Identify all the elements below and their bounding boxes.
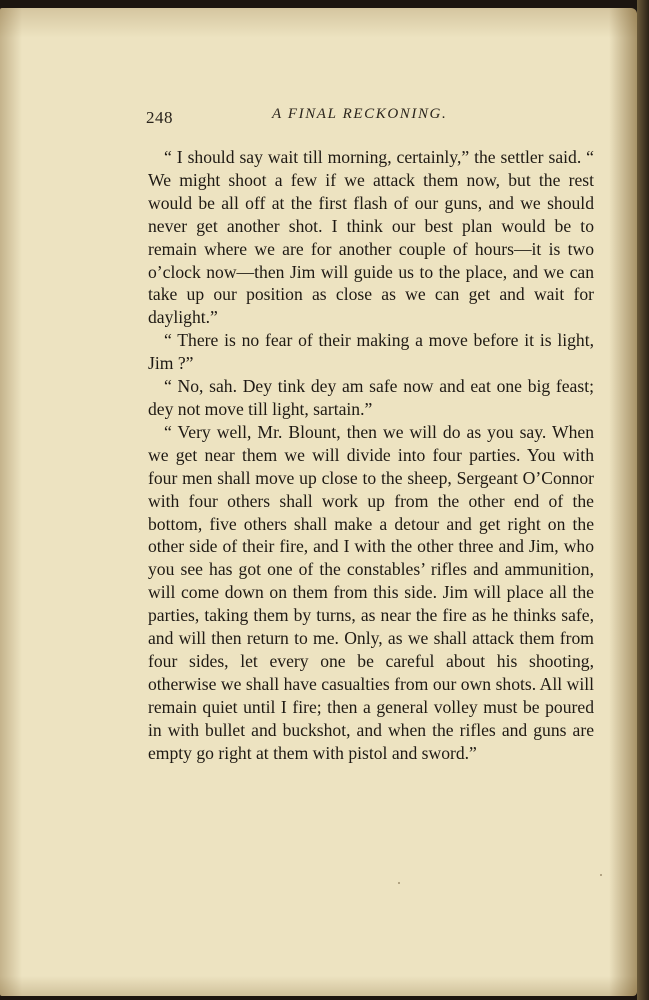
body-text bbox=[148, 146, 594, 764]
paper-speck bbox=[398, 882, 400, 884]
paragraph: “ Very well, Mr. Blount, then we will do as you say. When we get near them we will divide into four parties. You with four men shall move up close to the sheep, Sergeant O’Connor with four others shall work up from the other end of the bottom, five others shall make a detour and get right on the other side of their fire, and I with the other three and Jim, who you see has got one of the constables’ rifles and ammunition, will come down on them from this side. Jim will place all the parties, taking them by turns, as near the fire as he thinks safe, and will then return to me. Only, as we shall attack them from four sides, let every one be careful about his shooting, otherwise we shall have casualties from our own shots. All will remain quiet until I fire; then a general volley must be poured in with bullet and buckshot, and when the rifles and guns are empty go right at them with pistol and sword.” bbox=[148, 421, 594, 763]
paper-speck bbox=[600, 874, 602, 876]
running-title: A FINAL RECKONING. bbox=[272, 106, 448, 122]
page-number: 248 bbox=[146, 108, 173, 127]
page-edge-shadow bbox=[637, 0, 649, 1000]
paragraph: “ No, sah. Dey tink dey am safe now and eat one big feast; dey not move till light, sartain.” bbox=[148, 376, 594, 419]
paragraph: “ I should say wait till morning, certainly,” the settler said. “ We might shoot a few if we attack them now, but the rest would be all off at the first flash of our guns, and we should never get another shot. I think our best plan would be to remain where we are for another couple of hours—it is two o’clock now—then Jim will guide us to the place, and we can take up our position as close as we can get and wait for daylight.” bbox=[148, 147, 594, 328]
page-header bbox=[146, 108, 596, 132]
paragraph: “ There is no fear of their making a move before it is light, Jim ?” bbox=[148, 330, 594, 374]
book-page bbox=[0, 8, 637, 996]
